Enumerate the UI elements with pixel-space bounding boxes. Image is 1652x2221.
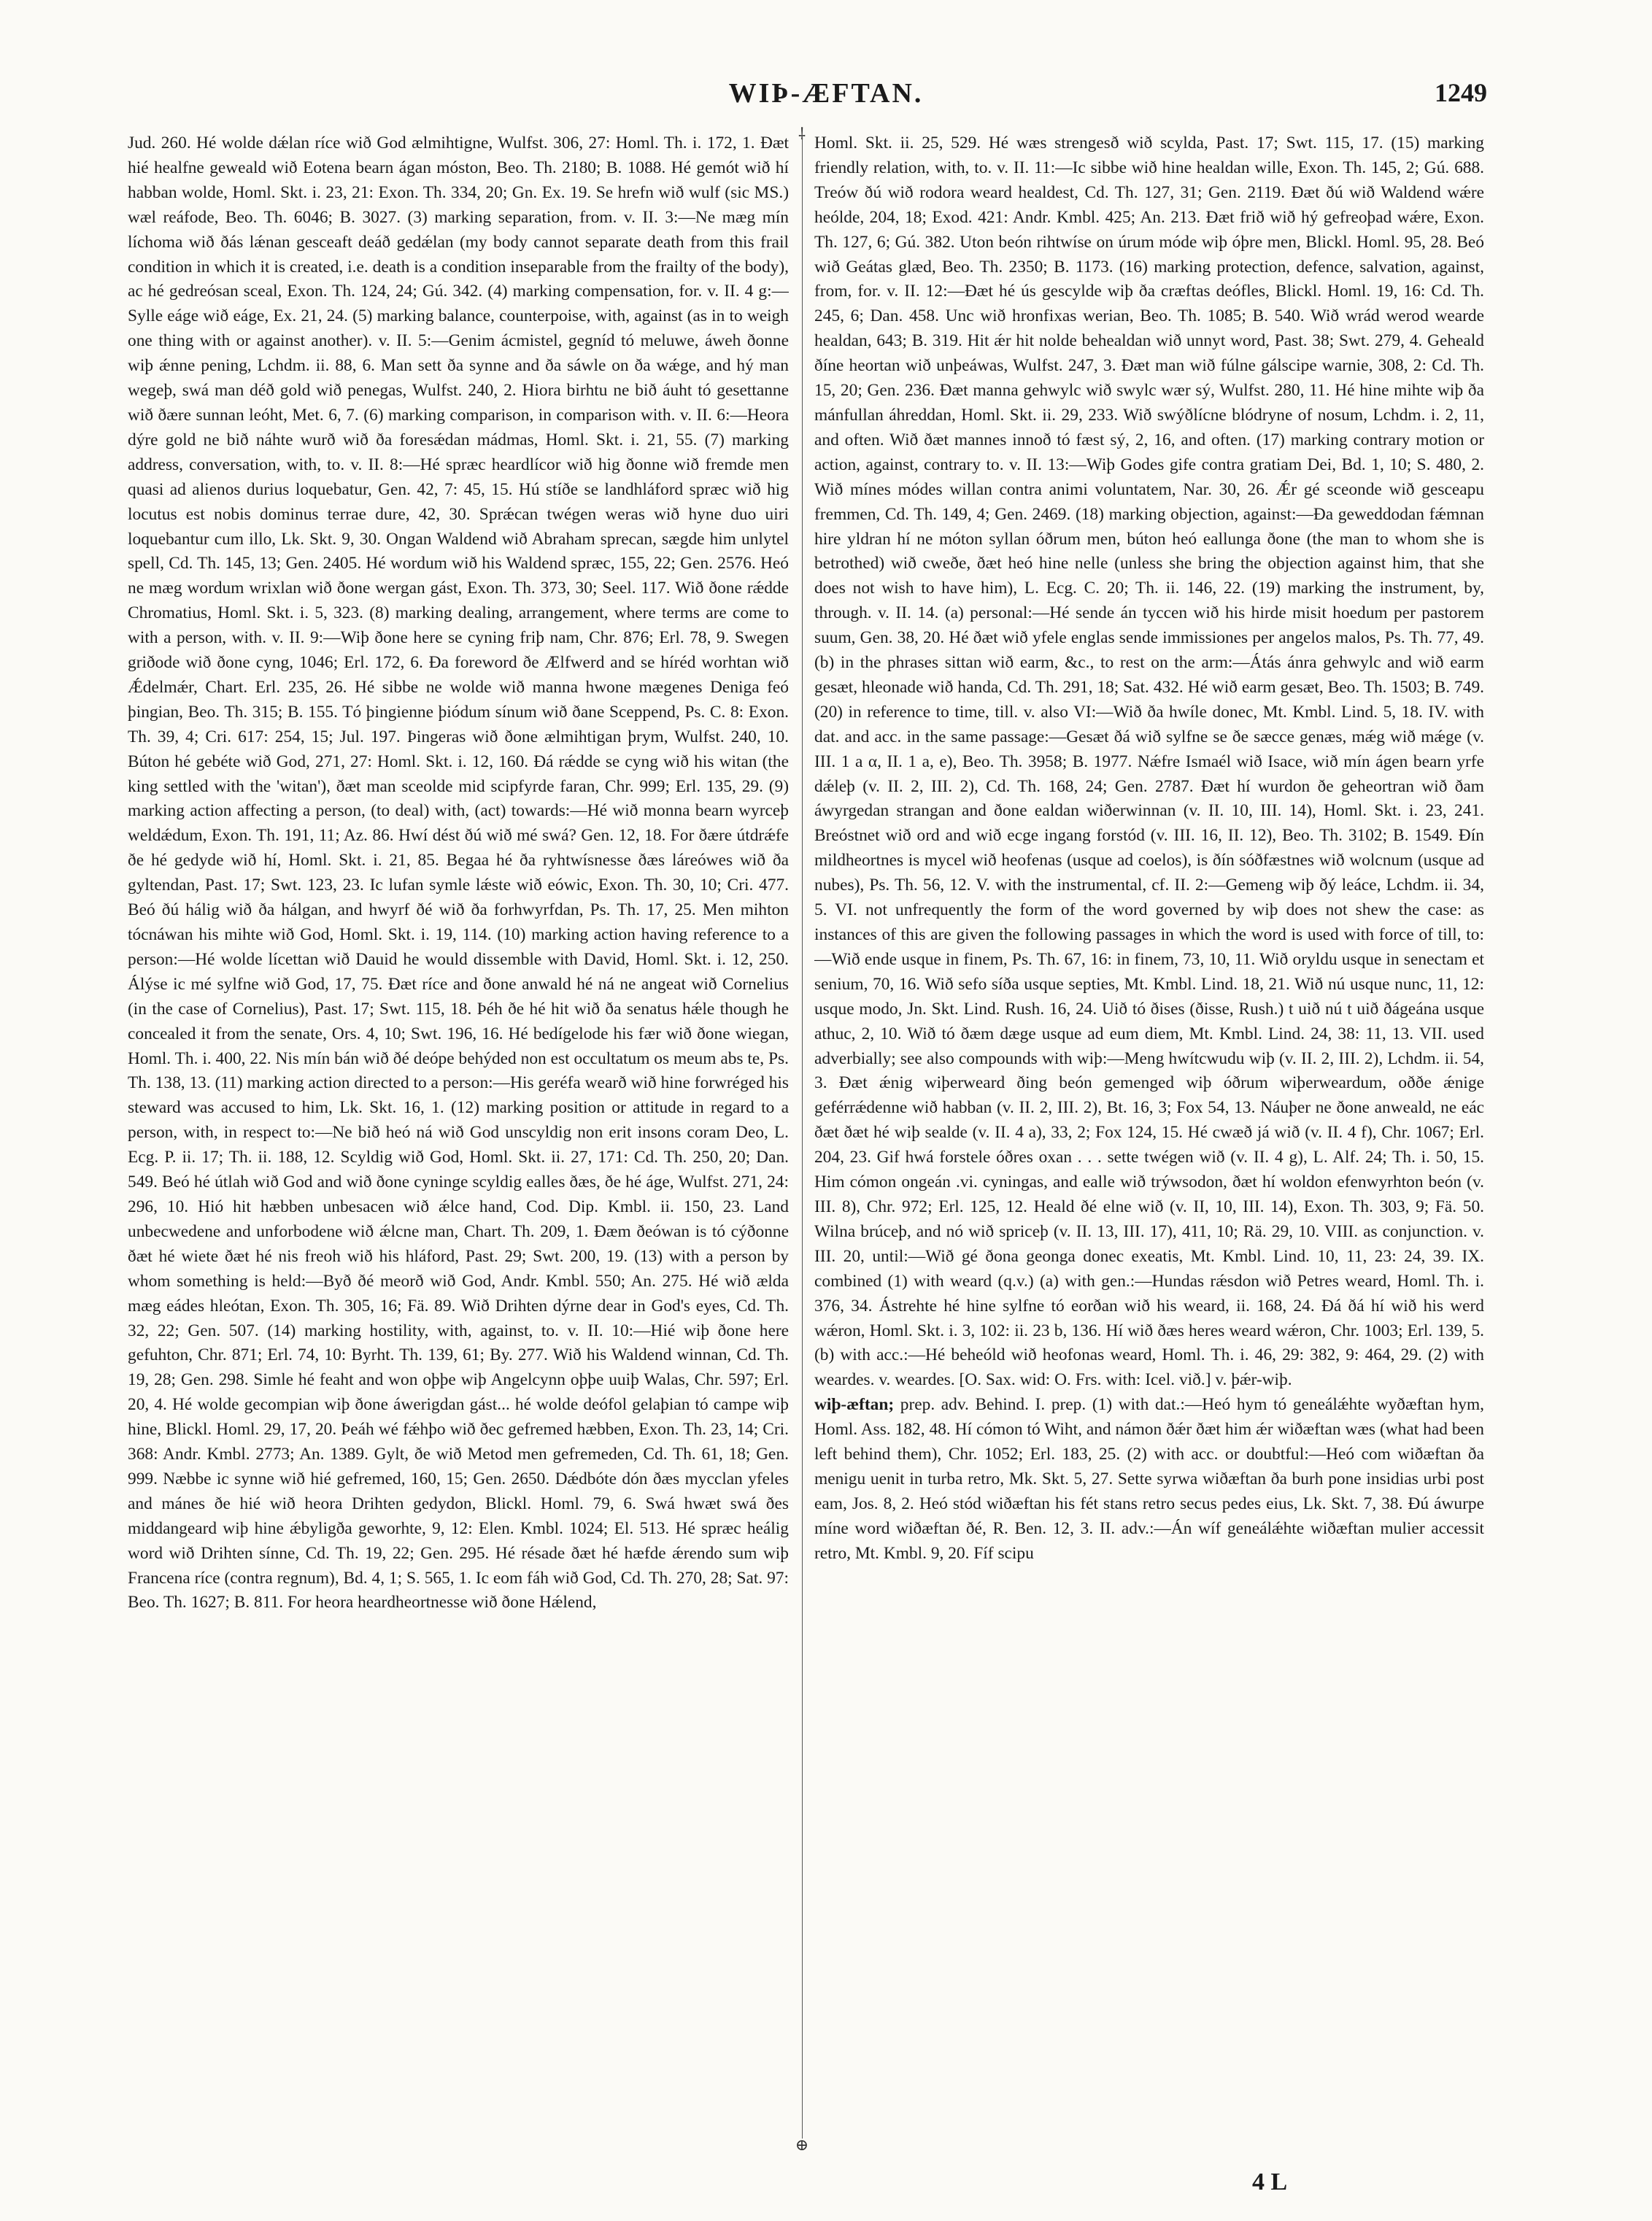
right-column-text: Homl. Skt. ii. 25, 529. Hé wæs strengesð wið scylda, Past. 17; Swt. 115, 17. (15) marking friendly relation, with, to. v. II. 11:—Ic sibbe wið hine healdan wille, Exon. Th. 145, 2; Gú. 688. Treów ðú wið rodora weard healdest, Cd. Th. 127, 31; Gen. 2119. Ðæt ðú wið Waldend wǽre heólde, 204, 18; Exod. 421: Andr. Kmbl. 425; An. 213. Ðæt frið wið hý gefreoþad wǽre, Exon. Th. 127, 6; Gú. 382. Uton beón rihtwíse on úrum móde wiþ óþre men, Blickl. Homl. 95, 28. Beó wið Geátas glæd, Beo. Th. 2350; B. 1173. (16) marking protection, defence, salvation, against, from, for. v. II. 12:—Ðæt hé ús gescylde wiþ ða cræftas deófles, Blickl. Homl. 19, 16: Cd. Th. 245, 6; Dan. 458. Unc wið hronfixas werian, Beo. Th. 1085; B. 540. Wið wrád werod wearde healdan, 643; B. 319. Hit ǽr hit nolde behealdan wið unnyt word, Past. 38; Swt. 279, 4. Geheald ðíne heortan wið unþeáwas, Wulfst. 247, 3. Ðæt man wið fúlne gálscipe warnie, 308, 2: Cd. Th. 15, 20; Gen. 236. Ðæt manna gehwylc wið swylc wær sý, Wulfst. 280, 11. Hé hine mihte wiþ ða mánfullan áhreddan, Homl. Skt. ii. 29, 233. Wið swýðlícne blódryne of nosum, Lchdm. i. 2, 11, and often. Wið ðæt mannes innoð tó fæst sý, 2, 16, and often. (17) marking contrary motion or action, against, contrary to. v. II. 13:—Wiþ Godes gife contra gratiam Dei, Bd. 1, 10; S. 480, 2. Wið mínes módes willan contra animi voluntatem, Nar. 30, 26. Ǽr gé sceonde wið gesceapu fremmen, Cd. Th. 149, 4; Gen. 2469. (18) marking objection, against:—Ða geweddodan fǽmnan hire yldran hí ne móton syllan óðrum men, búton heó eallunga ðone (the man to whom she is betrothed) wið cweðe, ðæt heó hine nelle (unless she bring the objection against him, that she does not wish to have him), L. Ecg. C. 20; Th. ii. 146, 22. (19) marking the instrument, by, through. v. II. 14. (a) personal:—Hé sende án tyccen wið his hirde misit hoedum per pastorem suum, Gen. 38, 20. Hé ðæt wið yfele englas sende immissiones per angelos malos, Ps. Th. 77, 49. (b) in the phrases sittan wið earm, &c., to rest on the arm:—Átás ánra gehwylc and wið earm gesæt, hleonade wið handa, Cd. Th. 291, 18; Sat. 432. Hé wið earm gesæt, Beo. Th. 1503; B. 749. (20) in reference to time, till. v. also VI:—Wið ða hwíle donec, Mt. Kmbl. Lind. 5, 18. IV. with dat. and acc. in the same passage:—Gesæt ðá wið sylfne se ðe sæcce genæs, mǽg wið mǽge (v. III. 1 a α, II. 1 a, e), Beo. Th. 3958; B. 1977. Nǽfre Ismaél wið Isace, wið mín ágen bearn yrfe dǽleþ (v. II. 2, III. 2), Cd. Th. 168, 24; Gen. 2787. Ðæt hí wurdon ðe geheortran wið ðam áwyrgedan strangan and ðone ealdan wiðerwinnan (v. II. 10, III. 14), Homl. Skt. i. 23, 241. Breóstnet wið ord and wið ecge ingang forstód (v. III. 16, II. 12), Beo. Th. 3102; B. 1549. Ðín mildheortnes is mycel wið heofenas (usque ad coelos), is ðín sóðfæstnes wið wolcnum (usque ad nubes), Ps. Th. 56, 12. V. with the instrumental, cf. II. 2:—Gemeng wiþ ðý leáce, Lchdm. ii. 34, 5. VI. not unfrequently the form of the word governed by wiþ does not shew the case: as instances of this are given the following passages in which the word is used with force of till, to:—Wið ende usque in finem, Ps. Th. 67, 16: in finem, 73, 10, 11. Wið oryldu usque in senectam et senium, 70, 16. Wið sefo síða usque septies, Mt. Kmbl. Lind. 18, 21. Wið nú usque nunc, 11, 12: usque modo, Jn. Skt. Lind. Rush. 16, 24. Uið tó ðises (ðisse, Rush.) t uið nú t uið ðágeána usque athuc, 2, 10. Wið tó ðæm dæge usque ad eum diem, Mt. Kmbl. Lind. 24, 38: 11, 13. VII. used adverbially; see also compounds with wiþ:—Meng hwítcwudu wiþ (v. II. 2, III. 2), Lchdm. ii. 54, 3. Ðæt ǽnig wiþerweard ðing beón gemenged wiþ óðrum wiþerweardum, oððe ǽnige geférrǽdenne wið habban (v. II. 2, III. 2), Bt. 16, 3; Fox 54, 13. Náuþer ne ðone anweald, ne eác ðæt ðæt hé wiþ sealde (v. II. 4 a), 33, 2; Fox 124, 15. Hé cwæð já wið (v. II. 4 f), Chr. 1067; Erl. 204, 23. Gif hwá forstele óðres oxan . . . sette twégen wið (v. II. 4 g), L. Alf. 24; Th. i. 50, 15. Him cómon ongeán .vi. cyningas, and ealle wið trýwsodon, ðæt hí woldon efenwyrhton beón (v. III. 8), Chr. 972; Erl. 125, 12. Heald ðé elne wið (v. II, 10, III. 14), Exon. Th. 303, 9; Fä. 50. Wilna brúceþ, and nó wið spriceþ (v. II. 13, III. 17), 411, 10; Rä. 29, 10. VIII. as conjunction. v. III. 20, until:—Wið gé ðona geonga donec exeatis, Mt. Kmbl. Lind. 10, 11, 23: 24, 39. IX. combined (1) with weard (q.v.) (a) with gen.:—Hundas rǽsdon wið Petres weard, Homl. Th. i. 376, 34. Ástrehte hé hine sylfne tó eorðan wið his weard, ii. 168, 24. Ðá ðá hí wið his werd wǽron, Homl. Skt. i. 3, 102: ii. 23 b, 136. Hí wið ðæs heres weard wǽron, Chr. 1003; Erl. 139, 5. (b) with acc.:—Hé beheóld wið heofonas weard, Homl. Th. i. 46, 29: 382, 9: 464, 29. (2) with weardes. v. weardes. [O. Sax. wid: O. Frs. with: Icel. við.] v. þǽr-wiþ. bbox=[814, 134, 1484, 1390]
right-column bbox=[814, 131, 1484, 2145]
running-head bbox=[0, 77, 1652, 121]
running-head-title: WIÞ-ÆFTAN. bbox=[728, 78, 924, 109]
page-number: 1249 bbox=[1435, 78, 1487, 107]
column-top-ornament: ⸸ bbox=[798, 125, 806, 143]
left-column bbox=[128, 131, 789, 2145]
entry-headword: wiþ-æftan; bbox=[814, 1395, 895, 1415]
column-bottom-ornament: ⊕ bbox=[795, 2136, 809, 2154]
entry-wiþ-æftan bbox=[814, 1393, 1484, 1566]
column-divider bbox=[802, 136, 803, 2139]
left-column-text: Jud. 260. Hé wolde dǽlan ríce wið God ælmihtigne, Wulfst. 306, 27: Homl. Th. i. 172, 1. Ðæt hié healfne geweald wið Eotena bearn ágan móston, Beo. Th. 2180; B. 1088. Hé gemót wið hí habban wolde, Homl. Skt. i. 23, 21: Exon. Th. 334, 20; Gn. Ex. 19. Se hrefn wið wulf (sic MS.) wæl reáfode, Beo. Th. 6046; B. 3027. (3) marking separation, from. v. II. 3:—Ne mæg mín líchoma wið ðás lǽnan gesceaft deáð gedǽlan (my body cannot separate death from this frail condition in which it is created, i.e. death is a condition inseparable from the frailty of the body), ac hé gedreósan sceal, Exon. Th. 124, 24; Gú. 342. (4) marking compensation, for. v. II. 4 g:—Sylle eáge wið eáge, Ex. 21, 24. (5) marking balance, counterpoise, with, against (as in to weigh one thing with or against another). v. II. 5:—Genim ácmistel, gegníd tó meluwe, áweh ðonne wiþ ǽnne pening, Lchdm. ii. 88, 6. Man sett ða synne and ða sáwle on ða wǽge, and hý man wegeþ, swá man déð gold wið penegas, Wulfst. 240, 2. Hiora birhtu ne bið áuht tó gesettanne wið ðære sunnan leóht, Met. 6, 7. (6) marking comparison, in comparison with. v. II. 6:—Heora dýre gold ne bið náhte wurð wið ða foresǽdan mádmas, Homl. Skt. i. 21, 55. (7) marking address, conversation, with, to. v. II. 8:—Hé spræc heardlícor wið hig ðonne wið fremde men quasi ad alienos durius loquebatur, Gen. 42, 7: 45, 15. Hú stíðe se landhláford spræc wið hig locutus est nobis dominus terrae dure, 42, 30. Sprǽcan twégen weras wið hyne duo uiri loquebantur cum illo, Lk. Skt. 9, 30. Ongan Waldend wið Abraham sprecan, sægde him unlytel spell, Cd. Th. 145, 13; Gen. 2405. Hé wordum wið his Waldend spræc, 155, 22; Gen. 2576. Heó ne mæg wordum wrixlan wið ðone wergan gást, Exon. Th. 373, 30; Seel. 117. Wið ðone rǽdde Chromatius, Homl. Skt. i. 5, 323. (8) marking dealing, arrangement, where terms are come to with a person, with. v. II. 9:—Wiþ ðone here se cyning friþ nam, Chr. 876; Erl. 78, 9. Swegen griðode wið ðone cyng, 1046; Erl. 172, 6. Ða foreword ðe Ælfwerd and se híréd worhtan wið Ǽdelmǽr, Chart. Erl. 235, 26. Hé sibbe ne wolde wið manna hwone mægenes Deniga feó þingian, Beo. Th. 315; B. 155. Tó þingienne þiódum sínum wið ðane Sceppend, Ps. C. 8: Exon. Th. 39, 4; Cri. 617: 254, 15; Jul. 197. Þingeras wið ðone ælmihtigan þrym, Wulfst. 240, 10. Búton hé gebéte wið God, 271, 27: Homl. Skt. i. 12, 160. Ðá rǽdde se cyng wið his witan (the king settled with the 'witan'), ðæt man sceolde mid scipfyrde faran, Chr. 999; Erl. 135, 29. (9) marking action affecting a person, (to deal) with, (act) towards:—Hé wið monna bearn wyrceþ weldǽdum, Exon. Th. 191, 11; Az. 86. Hwí dést ðú wið mé swá? Gen. 12, 18. For ðære útdrǽfe ðe hé gedyde wið hí, Homl. Skt. i. 21, 85. Begaa hé ða ryhtwísnesse ðæs láreówes wið ða gyltendan, Past. 17; Swt. 123, 23. Ic lufan symle lǽste wið eówic, Exon. Th. 30, 10; Cri. 477. Beó ðú hálig wið ða hálgan, and hwyrf ðé wið ða forhwyrfdan, Ps. Th. 17, 25. Men mihton tócnáwan his mihte wið God, Homl. Skt. i. 19, 114. (10) marking action having reference to a person:—Hé wolde lícettan wið Dauid he would dissemble with David, Homl. Skt. i. 12, 250. Álýse ic mé sylfne wið God, 17, 75. Ðæt ríce and ðone anwald hé ná ne angeat wið Cornelius (in the case of Cornelius), Past. 17; Swt. 115, 18. Þéh ðe hé hit wið ða senatus hǽle though he concealed it from the senate, Ors. 4, 10; Swt. 196, 16. Hé bedígelode his fær wið ðone wiegan, Homl. Th. i. 400, 22. Nis mín bán wið ðé deópe behýded non est occultatum os meum abs te, Ps. Th. 138, 13. (11) marking action directed to a person:—His geréfa wearð wið hine forwréged his steward was accused to him, Lk. Skt. 16, 1. (12) marking position or attitude in regard to a person, with, in respect to:—Ne bið heó ná wið God unscyldig non erit insons coram Deo, L. Ecg. P. ii. 17; Th. ii. 188, 12. Scyldig wið God, Homl. Skt. ii. 27, 171: Cd. Th. 250, 20; Dan. 549. Beó hé útlah wið God and wið ðone cyninge scyldig ealles ðæs, ðe hé áge, Wulfst. 271, 24: 296, 10. Hió hit hæbben unbesacen wið ǽlce hand, Cod. Dip. Kmbl. ii. 150, 23. Land unbecwedene and unforbodene wið ǽlcne man, Chart. Th. 209, 1. Ðæm ðeówan is tó cýðonne ðæt hé wiete ðæt hé nis freoh wið his hláford, Past. 29; Swt. 200, 19. (13) with a person by whom something is held:—Byð ðé meorð wið God, Andr. Kmbl. 550; An. 275. Hé wið ælda mæg eádes hleótan, Exon. Th. 305, 16; Fä. 89. Wið Drihten dýrne dear in God's eyes, Cd. Th. 32, 22; Gen. 507. (14) marking hostility, with, against, to. v. II. 10:—Hié wiþ ðone here gefuhton, Chr. 871; Erl. 74, 10: Byrht. Th. 139, 61; By. 277. Wið his Waldend winnan, Cd. Th. 19, 28; Gen. 298. Simle hé feaht and won oþþe wiþ Angelcynn oþþe uuiþ Walas, Chr. 597; Erl. 20, 4. Hé wolde gecompian wiþ ðone áwerigdan gást... hé wolde deófol gelaþian tó campe wiþ hine, Blickl. Homl. 29, 17, 20. Þeáh wé fǽhþo wið ðec gefremed hæbben, Exon. Th. 23, 14; Cri. 368: Andr. Kmbl. 2773; An. 1389. Gylt, ðe wið Metod men gefremeden, Cd. Th. 61, 18; Gen. 999. Næbbe ic synne wið hié gefremed, 160, 15; Gen. 2650. Dǽdbóte dón ðæs mycclan yfeles and mánes ðe hié wið heora Drihten gedydon, Blickl. Homl. 79, 6. Swá hwæt swá ðes middangeard wiþ hine ǽbyligða geworhte, 9, 12: Elen. Kmbl. 1024; El. 513. Hé spræc heálig word wið Drihten sínne, Cd. Th. 19, 22; Gen. 295. Hé résade ðæt hé hæfde ǽrendo sum wiþ Francena ríce (contra regnum), Bd. 4, 1; S. 565, 1. Ic eom fáh wið God, Cd. Th. 270, 28; Sat. 97: Beo. Th. 1627; B. 811. For heora heardheortnesse wið ðone Hǽlend, bbox=[128, 134, 789, 1612]
signature-mark: 4 L bbox=[1252, 2168, 1288, 2195]
entry-text: prep. adv. Behind. I. prep. (1) with dat.:—Heó hym tó geneálǽhte wyðæftan hym, Homl. Ass. 182, 48. Hí cómon tó Wiht, and námon ðǽr ðæt him ǽr wiðæftan wæs (what had been left behind them), Chr. 1052; Erl. 183, 25. (2) with acc. or doubtful:—Heó com wiðæftan ða menigu uenit in turba retro, Mk. Skt. 5, 27. Sette syrwa wiðæftan ða burh pone insidias urbi post eam, Jos. 8, 2. Heó stód wiðæftan his fét stans retro secus pedes eius, Lk. Skt. 7, 38. Ðú áwurpe míne word wiðæftan ðé, R. Ben. 12, 3. II. adv.:—Án wíf geneálǽhte wiðæftan mulier accessit retro, Mt. Kmbl. 9, 20. Fíf scipu bbox=[814, 1395, 1484, 1563]
